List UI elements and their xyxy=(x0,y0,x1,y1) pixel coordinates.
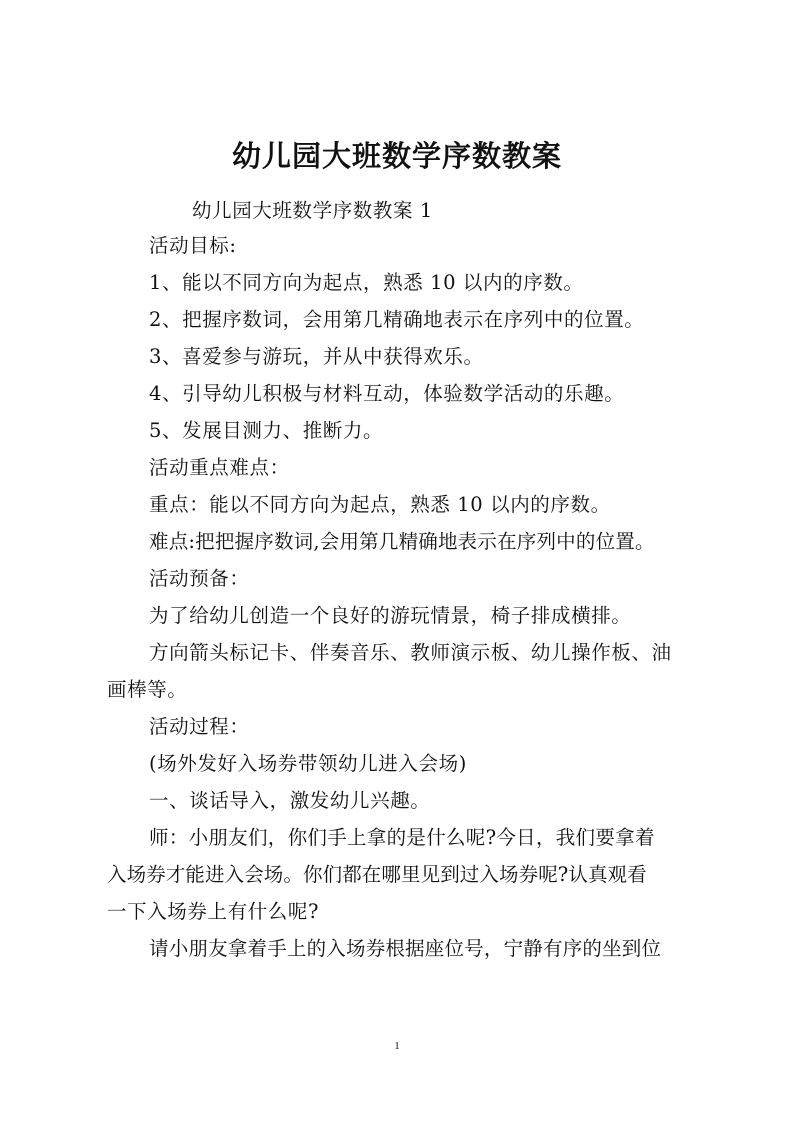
text-line: 一下入场券上有什么呢? xyxy=(107,900,320,923)
text-line: 入场券才能进入会场。你们都在哪里见到过入场券呢?认真观看 xyxy=(107,863,647,886)
text-line: 请小朋友拿着手上的入场券根据座位号，宁静有序的坐到位 xyxy=(149,937,662,960)
text-line: 活动重点难点： xyxy=(149,456,290,479)
text-line: 画棒等。 xyxy=(107,678,188,701)
text-line: 5、发展目测力、推断力。 xyxy=(149,419,384,442)
text-line: 4、引导幼儿积极与材料互动，体验数学活动的乐趣。 xyxy=(149,382,625,405)
text-line: 师：小朋友们，你们手上拿的是什么呢?今日，我们要拿着 xyxy=(149,826,655,849)
text-line: 为了给幼儿创造一个良好的游玩情景，椅子排成横排。 xyxy=(149,604,632,627)
text-line: (场外发好入场券带领幼儿进入会场) xyxy=(149,752,467,775)
page-number: 1 xyxy=(394,1040,400,1052)
text-line: 1、能以不同方向为起点，熟悉 10 以内的序数。 xyxy=(149,271,584,294)
text-line: 方向箭头标记卡、伴奏音乐、教师演示板、幼儿操作板、油 xyxy=(149,641,672,664)
text-line: 活动目标: xyxy=(149,234,237,257)
text-line: 3、喜爱参与游玩，并从中获得欢乐。 xyxy=(149,345,484,368)
text-line: 活动预备： xyxy=(149,567,250,590)
text-line: 活动过程： xyxy=(149,715,250,738)
document-title: 幼儿园大班数学序数教案 xyxy=(231,139,562,173)
subtitle-line: 幼儿园大班数学序数教案 1 xyxy=(192,199,433,222)
text-line: 一、谈话导入，激发幼儿兴趣。 xyxy=(149,789,431,812)
text-line: 难点:把把握序数词,会用第几精确地表示在序列中的位置。 xyxy=(149,530,655,553)
text-line: 重点：能以不同方向为起点，熟悉 10 以内的序数。 xyxy=(149,493,611,516)
text-line: 2、把握序数词，会用第几精确地表示在序列中的位置。 xyxy=(149,308,645,331)
